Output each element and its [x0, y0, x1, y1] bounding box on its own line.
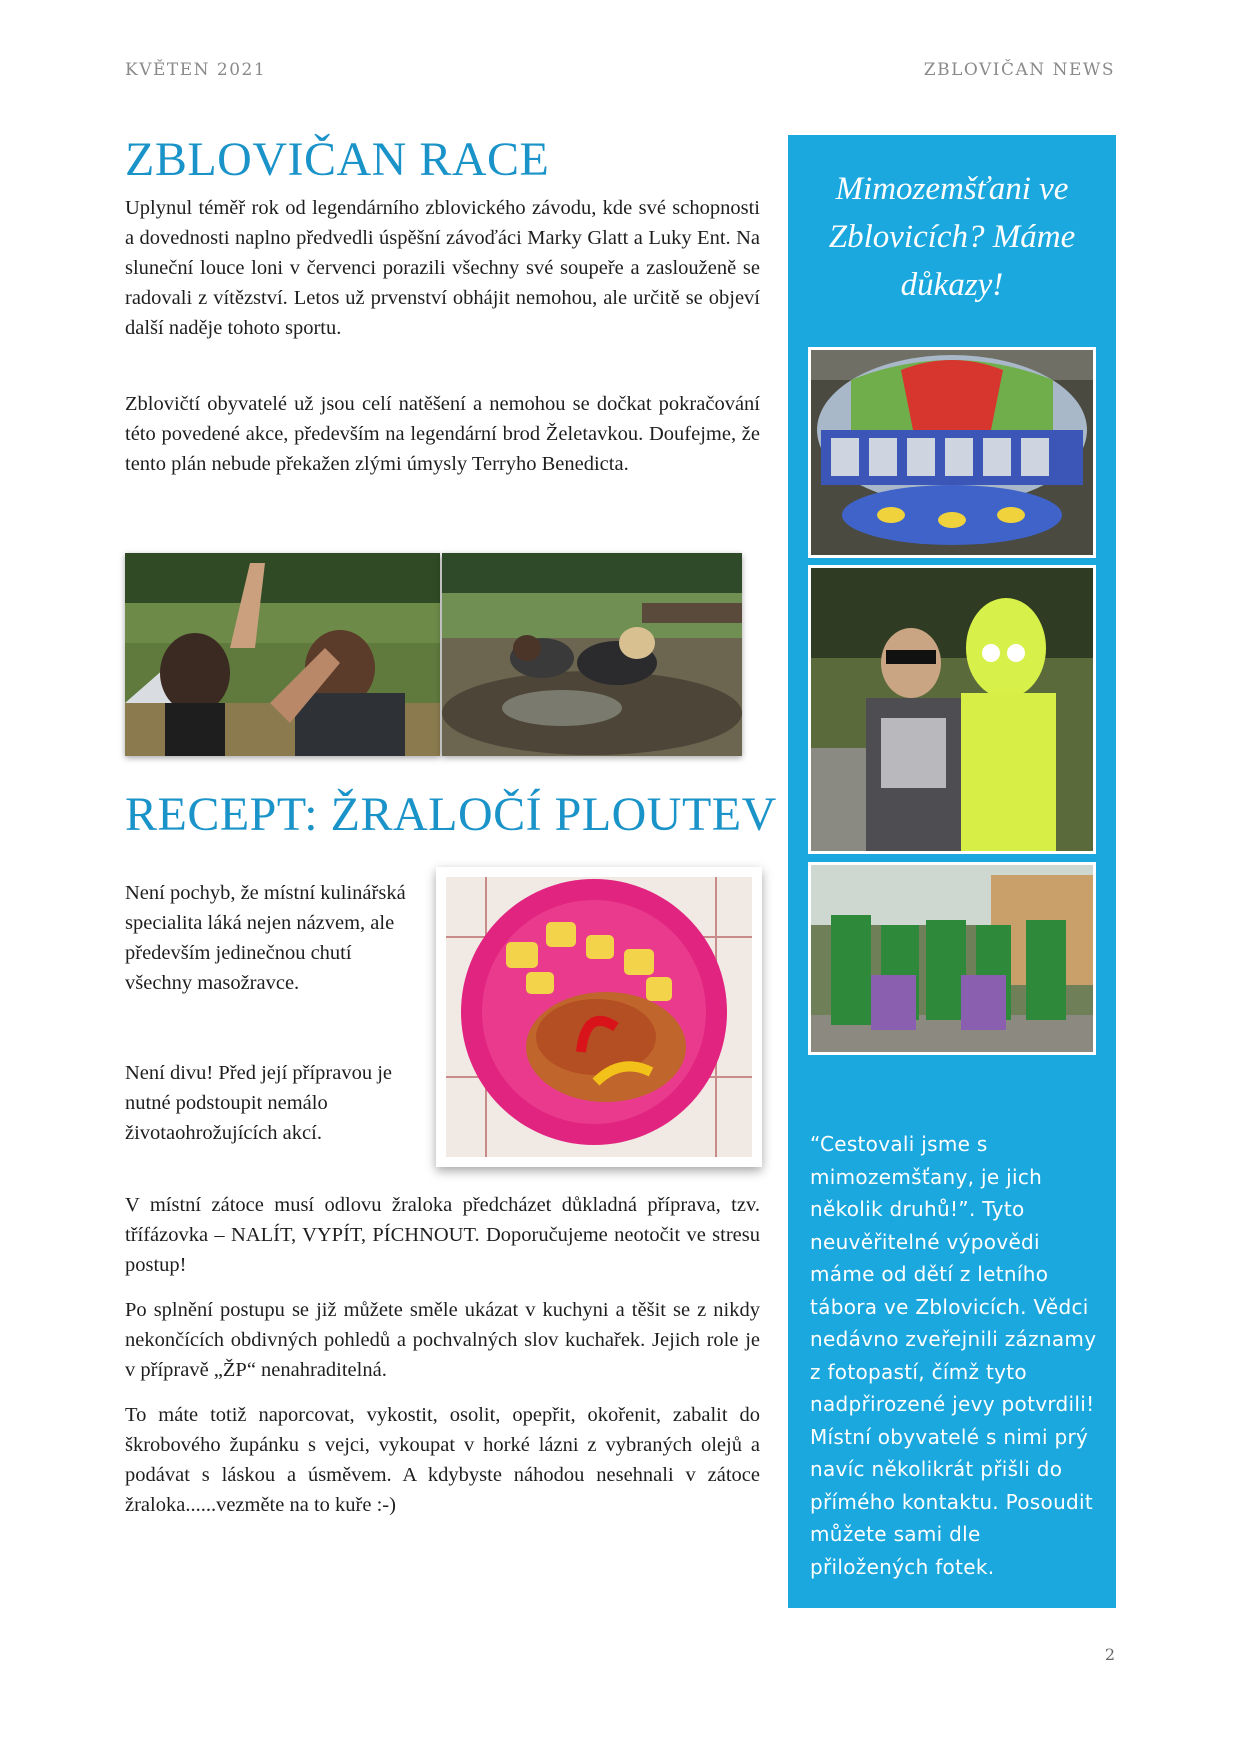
recipe-paragraph-1: Není pochyb, že místní kulinářská specialita láká nejen názvem, ale především jedinečnou chutí všechny masožravce.: [125, 882, 406, 994]
race-paragraph-1: Uplynul téměř rok od legendárního zblovického závodu, kde své schopnosti a dovednosti naplno předvedli úspěšní závoďáci Marky Glatt a Luky Ent. Na sluneční louce loni v červenci porazili všechny své soupeře a zaslouženě se radovali z vítězství. Letos už prvenství obhájit nemohou, ale určitě se objeví další naděje tohoto sportu.: [125, 197, 760, 339]
sidebar-text: “Cestovali jsme s mimozemšťany, je jich několik druhů!”. Tyto neuvěřitelné výpovědi máme od dětí z letního tábora ve Zblovicích. Vědci nedávno zveřejnili záznamy z fotopastí, čímž tyto nadpřirozené jevy potvrdili! Místní obyvatelé s nimi prý navíc několikrát přišli do přímého kontaktu. Posoudit můžete sami dle přiložených fotek.: [810, 1132, 1097, 1579]
aliens-sidebar: [788, 135, 1116, 1608]
race-photo-high-five: [125, 553, 440, 756]
recipe-paragraph-2: Není divu! Před její přípravou je nutné podstoupit nemálo životaohrožujících akcí.: [125, 1062, 393, 1144]
race-paragraph-2: Zblovičtí obyvatelé už jsou celí natěšení a nemohou se dočkat pokračování této povedené akce, především na legendární brod Želetavkou. Doufejme, že tento plán nebude překažen zlými úmysly Terryho Benedicta.: [125, 393, 760, 475]
race-title: ZBLOVIČAN RACE: [125, 133, 550, 186]
race-photo-mud-crawl: [442, 553, 742, 756]
recipe-paragraph-3: V místní zátoce musí odlovu žraloka předcházet důkladná příprava, tzv. třífázovka – NALÍT, VYPÍT, PÍCHNOUT. Doporučujeme neotočit ve stresu postup!: [125, 1194, 760, 1276]
recipe-paragraph-4: Po splnění postupu se již můžete směle ukázat v kuchyni a těšit se z nikdy nekončících obdivných pohledů a pochvalných slov kuchařek. Jejich role je v přípravě „ŽP“ nenahraditelná.: [125, 1299, 760, 1381]
header-publication: ZBLOVIČAN NEWS: [923, 60, 1115, 80]
sidebar-heading: Mimozemšťani ve Zblovicích? Máme důkazy!: [828, 171, 1076, 303]
recipe-paragraph-5: To máte totiž naporcovat, vykostit, osolit, opepřit, okořenit, zabalit do škrobového župánku s vejci, vykoupat v horké lázni z vybraných olejů a podávat s láskou a úsměvem. A kdybyste náhodou nesehnali v zátoce žraloka......vezměte na to kuře :-): [125, 1404, 760, 1516]
header-date: KVĚTEN 2021: [125, 60, 267, 80]
page-number: 2: [1104, 1645, 1115, 1664]
recipe-photo-plate: [436, 867, 762, 1167]
sidebar-photo-two-aliens: [808, 565, 1096, 854]
sidebar-photo-alien-group: [808, 862, 1096, 1055]
sidebar-photo-ufo: [808, 347, 1096, 558]
recipe-title: RECEPT: ŽRALOČÍ PLOUTEV: [125, 788, 777, 841]
